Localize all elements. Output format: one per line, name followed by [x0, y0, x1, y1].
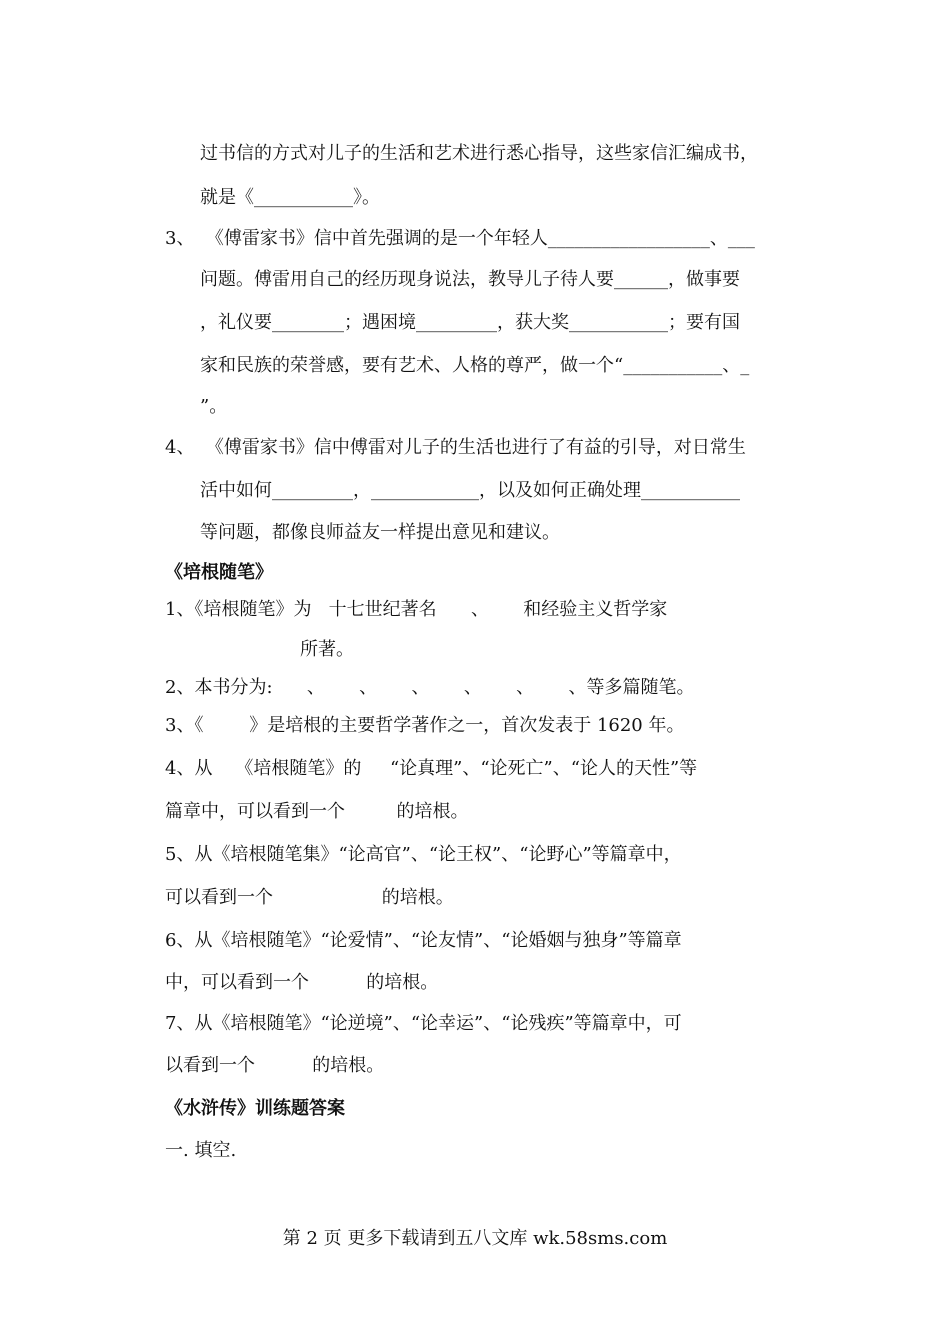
- fu-lei-item4-line2: 活中如何_________，____________，以及如何正确处理___________: [200, 480, 740, 501]
- bacon-q1-line1: 1、《培根随笔》为 十七世纪著名 、 和经验主义哲学家: [165, 599, 668, 620]
- bacon-q7-line2: 以看到一个 的培根。: [165, 1055, 385, 1076]
- bacon-q3: 3、《 》是培根的主要哲学著作之一，首次发表于 1620 年。: [165, 715, 685, 736]
- water-margin-section-label: 一. 填空.: [165, 1140, 237, 1161]
- fu-lei-item4-line3: 等问题，都像良师益友一样提出意见和建议。: [200, 522, 560, 543]
- fu-lei-item3-line4: 家和民族的荣誉感，要有艺术、人格的尊严，做一个“___________、_: [200, 355, 750, 376]
- water-margin-heading: 《水浒传》训练题答案: [165, 1098, 345, 1119]
- fu-lei-item3-line5: ”。: [200, 396, 228, 417]
- bacon-heading: 《培根随笔》: [165, 562, 273, 583]
- bacon-q7-line1: 7、从《培根随笔》“论逆境”、“论幸运”、“论残疾”等篇章中，可: [165, 1013, 682, 1034]
- bacon-q6-line1: 6、从《培根随笔》“论爱情”、“论友情”、“论婚姻与独身”等篇章: [165, 930, 682, 951]
- bacon-q5-line2: 可以看到一个 的培根。: [165, 887, 454, 908]
- page-footer: 第 2 页 更多下载请到五八文库 wk.58sms.com: [282, 1228, 668, 1249]
- fu-lei-item2-continuation-2: 就是《___________》。: [200, 187, 380, 208]
- bacon-q4-line1: 4、从 《培根随笔》的 “论真理”、“论死亡”、“论人的天性”等: [165, 758, 698, 779]
- bacon-q1-line2: 所著。: [300, 639, 354, 660]
- fu-lei-item2-continuation: 过书信的方式对儿子的生活和艺术进行悉心指导，这些家信汇编成书，: [200, 143, 758, 164]
- fu-lei-item3-line3: ，礼仪要________；遇困境_________，获大奖___________；要有国: [200, 312, 740, 333]
- fu-lei-item3-line2: 问题。傅雷用自己的经历现身说法，教导儿子待人要______，做事要: [200, 269, 740, 290]
- bacon-q5-line1: 5、从《培根随笔集》“论高官”、“论王权”、“论野心”等篇章中，: [165, 844, 682, 865]
- fu-lei-item4-line1: 4、 《傅雷家书》信中傅雷对儿子的生活也进行了有益的引导，对日常生: [165, 437, 746, 458]
- bacon-q6-line2: 中，可以看到一个 的培根。: [165, 972, 439, 993]
- bacon-q2: 2、本书分为: 、 、 、 、 、 、等多篇随笔。: [165, 677, 695, 698]
- bacon-q4-line2: 篇章中，可以看到一个 的培根。: [165, 801, 469, 822]
- fu-lei-item3-line1: 3、 《傅雷家书》信中首先强调的是一个年轻人__________________、___: [165, 228, 755, 249]
